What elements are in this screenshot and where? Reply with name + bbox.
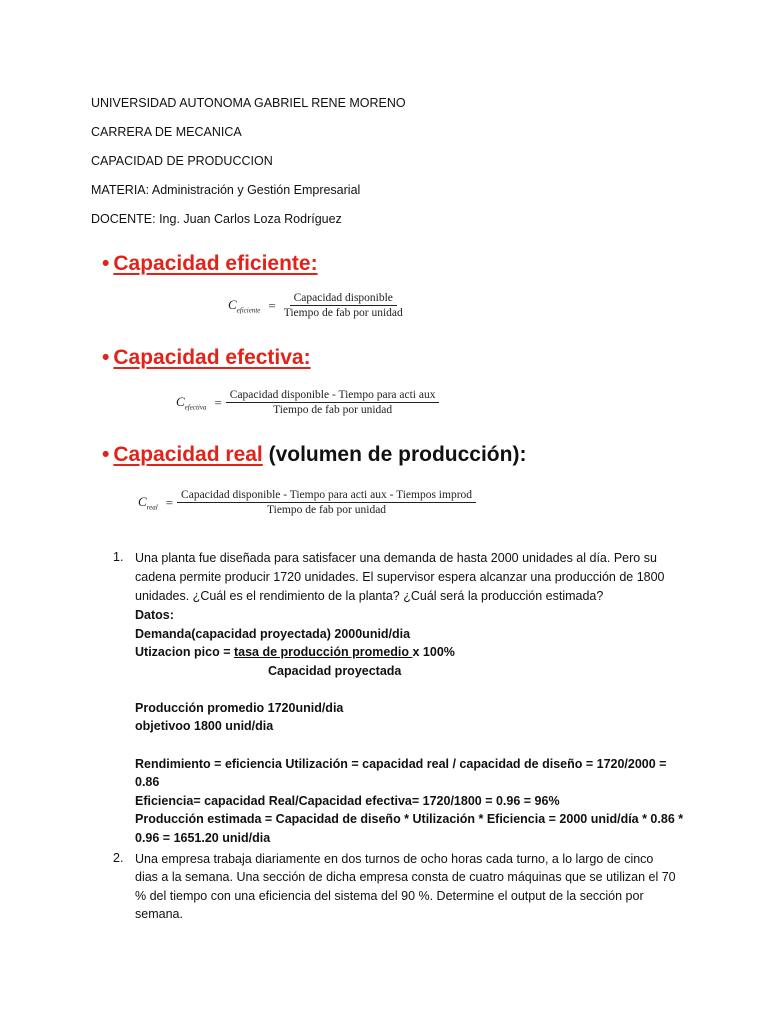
- rendimiento-line-2: 0.86: [135, 775, 160, 789]
- utilizacion-line: Utizacion pico = tasa de producción promedio x 100%: [135, 645, 455, 659]
- formula-lhs: $C_{eficiente}$: [228, 296, 261, 315]
- subject-value: Administración y Gestión Empresarial: [149, 183, 361, 197]
- datos-label: Datos:: [135, 608, 174, 622]
- problem-2-line-4: semana.: [135, 907, 183, 921]
- utilizacion-numerator: tasa de producción promedio: [233, 645, 413, 659]
- problem-1-number: 1.: [113, 550, 124, 564]
- problem-1-line-3: unidades. ¿Cuál es el rendimiento de la planta? ¿Cuál será la producción estimada?: [135, 589, 604, 603]
- problem-1-line-1: Una planta fue diseñada para satisfacer una demanda de hasta 2000 unidades al día. Pero su: [135, 551, 657, 565]
- bullet-icon: •: [102, 443, 110, 466]
- eficiencia-line: Eficiencia= capacidad Real/Capacidad efectiva= 1720/1800 = 0.96 = 96%: [135, 794, 560, 808]
- formula-title-red: Capacidad efectiva:: [113, 346, 311, 369]
- formula-effective: [176, 389, 439, 416]
- bullet-icon: •: [102, 346, 110, 369]
- estimada-line-2: 0.96 = 1651.20 unid/dia: [135, 831, 271, 845]
- formula-equals: =: [165, 494, 174, 510]
- formula-title-red: Capacidad eficiente:: [113, 252, 318, 275]
- problem-2-line-2: dias a la semana. Una sección de dicha empresa consta de cuatro máquinas que se utilizan el 70: [135, 870, 676, 884]
- problem-2-number: 2.: [113, 851, 124, 865]
- formula-equals: =: [214, 394, 222, 410]
- teacher-value: Ing. Juan Carlos Loza Rodríguez: [155, 212, 342, 226]
- problem-2-line-3: % del tiempo con una eficiencia del sistema del 90 %. Determine el output de la sección por: [135, 889, 644, 903]
- subject-line: [91, 182, 360, 198]
- formula-title-efficient: [102, 252, 318, 276]
- problem-2-line-1: Una empresa trabaja diariamente en dos turnos de ocho horas cada turno, a lo largo de cinco: [135, 852, 654, 866]
- estimada-line-1: Producción estimada = Capacidad de diseño * Utilización * Eficiencia = 2000 unid/día * 0.86 *: [135, 812, 684, 826]
- formula-denominator: Tiempo de fab por unidad: [267, 504, 387, 516]
- formula-real: [138, 489, 476, 516]
- formula-title-real: [102, 443, 526, 467]
- formula-fraction: [177, 489, 476, 516]
- demanda-line: Demanda(capacidad proyectada) 2000unid/dia: [135, 627, 411, 641]
- teacher-line: [91, 211, 342, 227]
- formula-title-red: Capacidad real: [113, 443, 263, 466]
- formula-efficient: [228, 292, 407, 319]
- formula-title-black: (volumen de producción):: [262, 443, 527, 466]
- bullet-icon: •: [102, 252, 110, 275]
- formula-numerator: Capacidad disponible - Tiempo para acti aux - Tiempos improd: [177, 489, 476, 503]
- formula-lhs: $C_{efectiva}$: [176, 393, 207, 412]
- rendimiento-line-1: Rendimiento = eficiencia Utilización = capacidad real / capacidad de diseño = 1720/2000 =: [135, 757, 667, 771]
- formula-denominator: Tiempo de fab por unidad: [283, 307, 403, 319]
- formula-fraction: [280, 292, 407, 319]
- objetivo-line: objetivoo 1800 unid/dia: [135, 719, 274, 733]
- formula-numerator: Capacidad disponible: [290, 292, 397, 306]
- formula-denominator: Tiempo de fab por unidad: [273, 404, 393, 416]
- teacher-label: DOCENTE:: [91, 212, 156, 226]
- utilizacion-denominator: Capacidad proyectada: [268, 664, 402, 678]
- topic-title: CAPACIDAD DE PRODUCCION: [91, 154, 273, 168]
- formula-fraction: [226, 389, 440, 416]
- formula-equals: =: [268, 297, 276, 313]
- produccion-line: Producción promedio 1720unid/dia: [135, 701, 344, 715]
- formula-numerator: Capacidad disponible - Tiempo para acti aux: [226, 389, 440, 403]
- subject-label: MATERIA:: [91, 183, 150, 197]
- formula-title-effective: [102, 346, 311, 370]
- formula-lhs: $C_{real}$: [138, 493, 158, 512]
- university-name: UNIVERSIDAD AUTONOMA GABRIEL RENE MORENO: [91, 96, 406, 110]
- problem-1-line-2: cadena permite producir 1720 unidades. El supervisor espera alcanzar una producción de 1800: [135, 570, 665, 584]
- career-name: CARRERA DE MECANICA: [91, 125, 242, 139]
